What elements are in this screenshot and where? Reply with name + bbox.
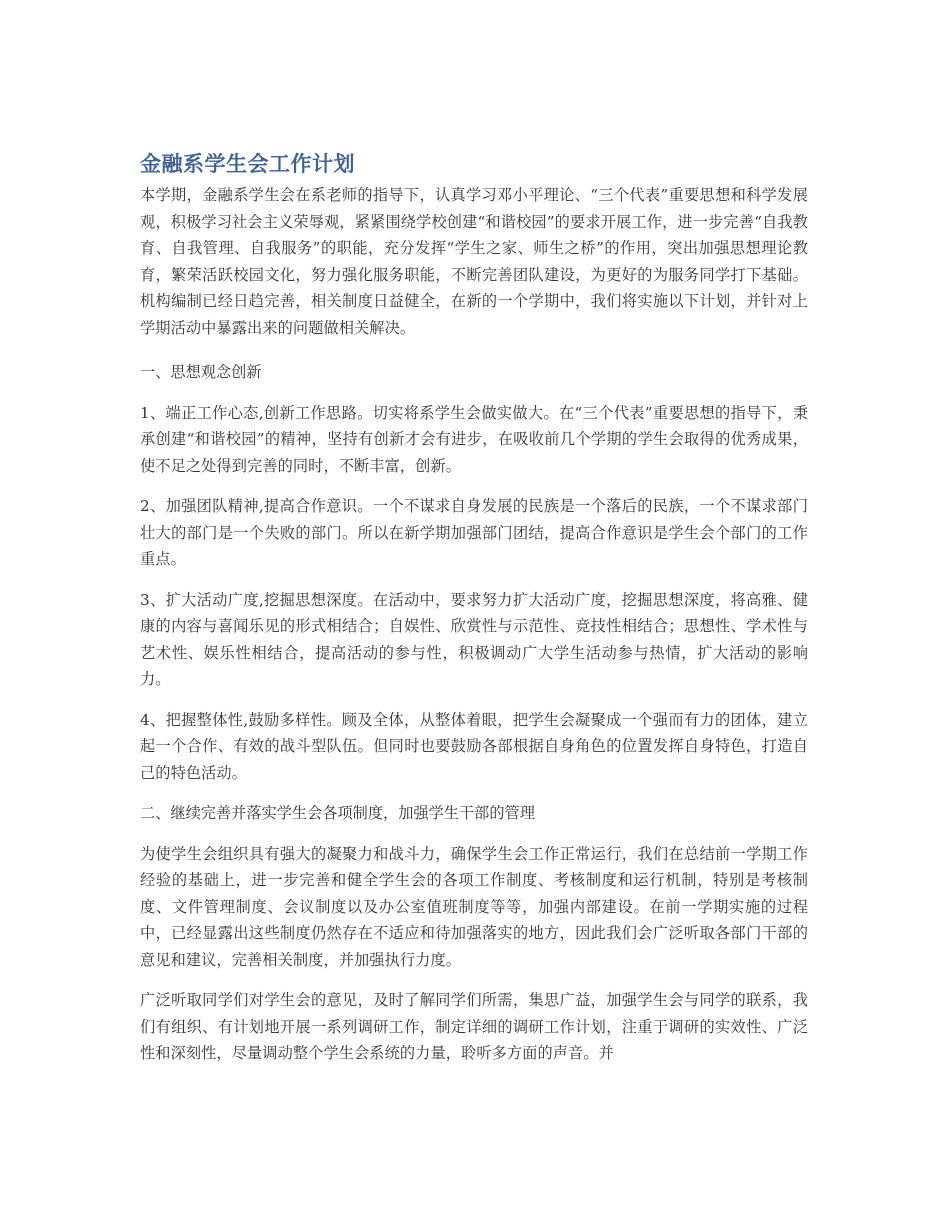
section2-paragraph-1: 为使学生会组织具有强大的凝聚力和战斗力，确保学生会工作正常运行，我们在总结前一学期工作经验的基础上，进一步完善和健全学生会的各项工作制度、考核制度和运行机制，特别是考核制度、文件管理制度、会议制度以及办公室值班制度等等，加强内部建设。在前一学期实施的过程中，已经显露出这些制度仍然存在不适应和待加强落实的地方，因此我们会广泛听取各部门干部的意见和建议，完善相关制度，并加强执行力度。 — [140, 844, 808, 969]
section1-item-1: 1、端正工作心态,创新工作思路。切实将系学生会做实做大。在“三个代表”重要思想的指导下，秉承创建“和谐校园”的精神，坚持有创新才会有进步，在吸收前几个学期的学生会取得的优秀成果，使不足之处得到完善的同时，不断丰富，创新。 — [140, 403, 808, 475]
section2-paragraph-2: 广泛听取同学们对学生会的意见，及时了解同学们所需，集思广益，加强学生会与同学的联系，我们有组织、有计划地开展一系列调研工作，制定详细的调研工作计划，注重于调研的实效性、广泛性和深刻性，尽量调动整个学生会系统的力量，聆听多方面的声音。并 — [140, 991, 808, 1062]
section1-item-4: 4、把握整体性,鼓励多样性。顾及全体，从整体着眼，把学生会凝聚成一个强而有力的团体，建立起一个合作、有效的战斗型队伍。但同时也要鼓励各部根据自身角色的位置发挥自身特色，打造自己的特色活动。 — [140, 710, 808, 782]
document-title: 金融系学生会工作计划 — [140, 152, 355, 176]
intro-paragraph: 本学期，金融系学生会在系老师的指导下，认真学习邓小平理论、“三个代表”重要思想和科学发展观，积极学习社会主义荣辱观，紧紧围绕学校创建“和谐校园”的要求开展工作，进一步完善“自我教育、自我管理、自我服务”的职能，充分发挥“学生之家、师生之桥”的作用，突出加强思想理论教育，繁荣活跃校园文化，努力强化服务职能，不断完善团队建设，为更好的为服务同学打下基础。机构编制已经日趋完善，相关制度日益健全，在新的一个学期中，我们将实施以下计划，并针对上学期活动中暴露出来的问题做相关解决。 — [140, 186, 808, 337]
section-heading-2: 二、继续完善并落实学生会各项制度，加强学生干部的管理 — [140, 804, 535, 822]
section1-item-2: 2、加强团队精神,提高合作意识。一个不谋求自身发展的民族是一个落后的民族，一个不谋求部门壮大的部门是一个失败的部门。所以在新学期加强部门团结，提高合作意识是学生会个部门的工作重点。 — [140, 497, 808, 568]
section-heading-1: 一、思想观念创新 — [140, 363, 262, 381]
section1-item-3: 3、扩大活动广度,挖掘思想深度。在活动中，要求努力扩大活动广度，挖掘思想深度，将高雅、健康的内容与喜闻乐见的形式相结合；自娱性、欣赏性与示范性、竞技性相结合；思想性、学术性与艺术性、娱乐性相结合，提高活动的参与性，积极调动广大学生活动参与热情，扩大活动的影响力。 — [140, 590, 808, 688]
document-page — [140, 148, 808, 1081]
